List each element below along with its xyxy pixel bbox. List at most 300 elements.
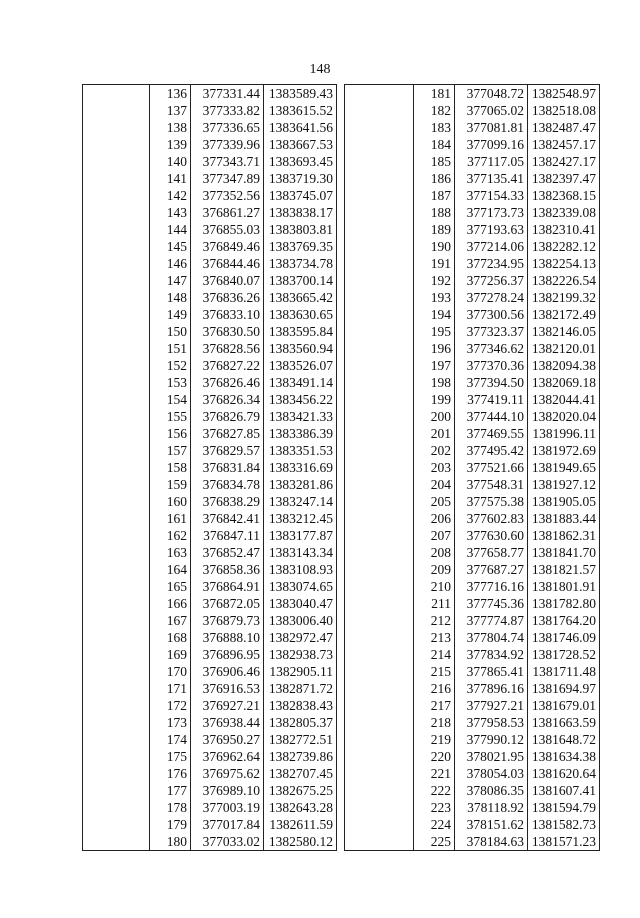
point-number: 145 [150, 238, 191, 255]
x-coordinate: 377017.84 [191, 816, 264, 833]
y-coordinate: 1381607.41 [528, 782, 600, 799]
x-coordinate: 376827.85 [191, 425, 264, 442]
point-number: 139 [150, 136, 191, 153]
x-coordinate: 376872.05 [191, 595, 264, 612]
table-row [83, 136, 337, 153]
point-number: 143 [150, 204, 191, 221]
table-row [345, 408, 600, 425]
x-coordinate: 377774.87 [455, 612, 528, 629]
table-row [83, 833, 337, 851]
x-coordinate: 376831.84 [191, 459, 264, 476]
point-number: 146 [150, 255, 191, 272]
blank-cell [345, 714, 414, 731]
x-coordinate: 377339.96 [191, 136, 264, 153]
table-row [345, 136, 600, 153]
table-row [345, 238, 600, 255]
x-coordinate: 376938.44 [191, 714, 264, 731]
y-coordinate: 1382368.15 [528, 187, 600, 204]
x-coordinate: 377033.02 [191, 833, 264, 851]
y-coordinate: 1382707.45 [264, 765, 337, 782]
blank-cell [345, 272, 414, 289]
x-coordinate: 377469.55 [455, 425, 528, 442]
point-number: 155 [150, 408, 191, 425]
table-row [345, 629, 600, 646]
point-number: 179 [150, 816, 191, 833]
y-coordinate: 1383838.17 [264, 204, 337, 221]
point-number: 196 [414, 340, 455, 357]
x-coordinate: 376896.95 [191, 646, 264, 663]
point-number: 140 [150, 153, 191, 170]
y-coordinate: 1381711.48 [528, 663, 600, 680]
table-row [345, 306, 600, 323]
point-number: 203 [414, 459, 455, 476]
table-row [345, 833, 600, 851]
table-row [345, 612, 600, 629]
point-number: 214 [414, 646, 455, 663]
point-number: 191 [414, 255, 455, 272]
table-row [345, 357, 600, 374]
x-coordinate: 376826.34 [191, 391, 264, 408]
blank-cell [345, 153, 414, 170]
point-number: 198 [414, 374, 455, 391]
blank-cell [345, 629, 414, 646]
table-row [345, 646, 600, 663]
y-coordinate: 1381905.05 [528, 493, 600, 510]
x-coordinate: 376840.07 [191, 272, 264, 289]
blank-cell [83, 136, 150, 153]
blank-cell [83, 782, 150, 799]
x-coordinate: 376849.46 [191, 238, 264, 255]
table-row [83, 782, 337, 799]
table-row [83, 578, 337, 595]
blank-cell [345, 442, 414, 459]
blank-cell [345, 306, 414, 323]
point-number: 144 [150, 221, 191, 238]
x-coordinate: 378086.35 [455, 782, 528, 799]
blank-cell [83, 459, 150, 476]
table-row [345, 799, 600, 816]
x-coordinate: 376847.11 [191, 527, 264, 544]
blank-cell [83, 646, 150, 663]
x-coordinate: 377834.92 [455, 646, 528, 663]
point-number: 178 [150, 799, 191, 816]
point-number: 172 [150, 697, 191, 714]
blank-cell [83, 357, 150, 374]
point-number: 157 [150, 442, 191, 459]
table-row [345, 476, 600, 493]
y-coordinate: 1383700.14 [264, 272, 337, 289]
x-coordinate: 376906.46 [191, 663, 264, 680]
table-row [83, 85, 337, 103]
x-coordinate: 377003.19 [191, 799, 264, 816]
x-coordinate: 377865.41 [455, 663, 528, 680]
table-row [345, 680, 600, 697]
table-row [345, 493, 600, 510]
y-coordinate: 1383247.14 [264, 493, 337, 510]
x-coordinate: 376989.10 [191, 782, 264, 799]
y-coordinate: 1382938.73 [264, 646, 337, 663]
point-number: 148 [150, 289, 191, 306]
table-row [83, 187, 337, 204]
table-row [83, 510, 337, 527]
x-coordinate: 377331.44 [191, 85, 264, 103]
blank-cell [345, 374, 414, 391]
point-number: 195 [414, 323, 455, 340]
y-coordinate: 1383665.42 [264, 289, 337, 306]
table-row [345, 544, 600, 561]
x-coordinate: 376844.46 [191, 255, 264, 272]
y-coordinate: 1382120.01 [528, 340, 600, 357]
table-row [345, 187, 600, 204]
blank-cell [345, 391, 414, 408]
blank-cell [345, 527, 414, 544]
x-coordinate: 377896.16 [455, 680, 528, 697]
blank-cell [83, 119, 150, 136]
point-number: 197 [414, 357, 455, 374]
x-coordinate: 377347.89 [191, 170, 264, 187]
y-coordinate: 1381782.80 [528, 595, 600, 612]
blank-cell [83, 544, 150, 561]
point-number: 167 [150, 612, 191, 629]
table-row [83, 340, 337, 357]
blank-cell [83, 408, 150, 425]
y-coordinate: 1383745.07 [264, 187, 337, 204]
point-number: 225 [414, 833, 455, 851]
table-row [83, 221, 337, 238]
point-number: 206 [414, 510, 455, 527]
y-coordinate: 1381648.72 [528, 731, 600, 748]
blank-cell [83, 578, 150, 595]
x-coordinate: 376827.22 [191, 357, 264, 374]
point-number: 176 [150, 765, 191, 782]
x-coordinate: 377444.10 [455, 408, 528, 425]
point-number: 222 [414, 782, 455, 799]
x-coordinate: 377630.60 [455, 527, 528, 544]
blank-cell [345, 680, 414, 697]
blank-cell [345, 136, 414, 153]
x-coordinate: 377716.16 [455, 578, 528, 595]
blank-cell [345, 204, 414, 221]
y-coordinate: 1381582.73 [528, 816, 600, 833]
table-row [345, 459, 600, 476]
table-row [83, 561, 337, 578]
table-row [83, 680, 337, 697]
blank-cell [83, 238, 150, 255]
table-row [345, 204, 600, 221]
point-number: 141 [150, 170, 191, 187]
y-coordinate: 1382457.17 [528, 136, 600, 153]
blank-cell [83, 442, 150, 459]
table-row [345, 221, 600, 238]
x-coordinate: 377370.36 [455, 357, 528, 374]
blank-cell [83, 187, 150, 204]
table-row [83, 459, 337, 476]
y-coordinate: 1381594.79 [528, 799, 600, 816]
x-coordinate: 376830.50 [191, 323, 264, 340]
table-row [83, 289, 337, 306]
y-coordinate: 1382282.12 [528, 238, 600, 255]
x-coordinate: 377521.66 [455, 459, 528, 476]
x-coordinate: 378118.92 [455, 799, 528, 816]
blank-cell [83, 527, 150, 544]
x-coordinate: 377234.95 [455, 255, 528, 272]
table-row [83, 272, 337, 289]
table-row [83, 816, 337, 833]
blank-cell [83, 561, 150, 578]
table-row [83, 357, 337, 374]
point-number: 204 [414, 476, 455, 493]
table-row [83, 408, 337, 425]
blank-cell [83, 595, 150, 612]
x-coordinate: 378151.62 [455, 816, 528, 833]
point-number: 213 [414, 629, 455, 646]
x-coordinate: 377173.73 [455, 204, 528, 221]
y-coordinate: 1381728.52 [528, 646, 600, 663]
blank-cell [83, 697, 150, 714]
table-row [345, 816, 600, 833]
point-number: 168 [150, 629, 191, 646]
table-row [345, 782, 600, 799]
table-row [345, 323, 600, 340]
blank-cell [345, 323, 414, 340]
blank-cell [83, 170, 150, 187]
blank-cell [83, 731, 150, 748]
blank-cell [345, 697, 414, 714]
point-number: 221 [414, 765, 455, 782]
y-coordinate: 1382199.32 [528, 289, 600, 306]
table-row [83, 102, 337, 119]
point-number: 173 [150, 714, 191, 731]
y-coordinate: 1382254.13 [528, 255, 600, 272]
y-coordinate: 1383351.53 [264, 442, 337, 459]
point-number: 159 [150, 476, 191, 493]
table-row [345, 102, 600, 119]
y-coordinate: 1382972.47 [264, 629, 337, 646]
y-coordinate: 1382518.08 [528, 102, 600, 119]
blank-cell [345, 85, 414, 103]
blank-cell [345, 561, 414, 578]
point-number: 182 [414, 102, 455, 119]
point-number: 147 [150, 272, 191, 289]
x-coordinate: 377352.56 [191, 187, 264, 204]
point-number: 211 [414, 595, 455, 612]
point-number: 166 [150, 595, 191, 612]
table-row [83, 374, 337, 391]
y-coordinate: 1383526.07 [264, 357, 337, 374]
y-coordinate: 1382172.49 [528, 306, 600, 323]
table-row [83, 442, 337, 459]
y-coordinate: 1381841.70 [528, 544, 600, 561]
blank-cell [83, 306, 150, 323]
coordinates-table-right [344, 84, 600, 851]
blank-cell [83, 204, 150, 221]
table-row [345, 697, 600, 714]
table-row [83, 663, 337, 680]
blank-cell [345, 595, 414, 612]
table-row [345, 748, 600, 765]
y-coordinate: 1383803.81 [264, 221, 337, 238]
blank-cell [345, 238, 414, 255]
table-row [83, 595, 337, 612]
blank-cell [345, 493, 414, 510]
table-row [83, 731, 337, 748]
blank-cell [83, 391, 150, 408]
point-number: 194 [414, 306, 455, 323]
point-number: 156 [150, 425, 191, 442]
x-coordinate: 377346.62 [455, 340, 528, 357]
table-row [83, 799, 337, 816]
y-coordinate: 1382772.51 [264, 731, 337, 748]
blank-cell [345, 816, 414, 833]
x-coordinate: 377419.11 [455, 391, 528, 408]
blank-cell [345, 408, 414, 425]
y-coordinate: 1382094.38 [528, 357, 600, 374]
table-row [345, 765, 600, 782]
table-row [345, 85, 600, 103]
y-coordinate: 1383006.40 [264, 612, 337, 629]
blank-cell [345, 357, 414, 374]
point-number: 142 [150, 187, 191, 204]
table-row [345, 425, 600, 442]
blank-cell [83, 85, 150, 103]
blank-cell [83, 493, 150, 510]
point-number: 190 [414, 238, 455, 255]
table-row [83, 476, 337, 493]
point-number: 160 [150, 493, 191, 510]
y-coordinate: 1383630.65 [264, 306, 337, 323]
y-coordinate: 1383615.52 [264, 102, 337, 119]
point-number: 162 [150, 527, 191, 544]
table-row [83, 765, 337, 782]
table-row [83, 425, 337, 442]
point-number: 193 [414, 289, 455, 306]
point-number: 212 [414, 612, 455, 629]
point-number: 164 [150, 561, 191, 578]
x-coordinate: 376833.10 [191, 306, 264, 323]
x-coordinate: 377990.12 [455, 731, 528, 748]
y-coordinate: 1382611.59 [264, 816, 337, 833]
y-coordinate: 1383212.45 [264, 510, 337, 527]
y-coordinate: 1383143.34 [264, 544, 337, 561]
point-number: 163 [150, 544, 191, 561]
table-row [83, 255, 337, 272]
y-coordinate: 1382739.86 [264, 748, 337, 765]
table-row [345, 272, 600, 289]
x-coordinate: 377048.72 [455, 85, 528, 103]
y-coordinate: 1382580.12 [264, 833, 337, 851]
table-row [345, 714, 600, 731]
y-coordinate: 1382643.28 [264, 799, 337, 816]
table-row [345, 170, 600, 187]
x-coordinate: 376828.56 [191, 340, 264, 357]
y-coordinate: 1382548.97 [528, 85, 600, 103]
table-row [345, 731, 600, 748]
point-number: 210 [414, 578, 455, 595]
table-row [83, 170, 337, 187]
blank-cell [345, 663, 414, 680]
table-row [345, 255, 600, 272]
table-row [83, 714, 337, 731]
table-row [83, 493, 337, 510]
blank-cell [345, 187, 414, 204]
y-coordinate: 1383560.94 [264, 340, 337, 357]
blank-cell [83, 765, 150, 782]
y-coordinate: 1381634.38 [528, 748, 600, 765]
point-number: 201 [414, 425, 455, 442]
table-row [83, 544, 337, 561]
blank-cell [83, 102, 150, 119]
point-number: 186 [414, 170, 455, 187]
y-coordinate: 1382339.08 [528, 204, 600, 221]
table-row [83, 612, 337, 629]
table-row [83, 119, 337, 136]
x-coordinate: 377135.41 [455, 170, 528, 187]
blank-cell [83, 629, 150, 646]
x-coordinate: 377214.06 [455, 238, 528, 255]
blank-cell [345, 221, 414, 238]
table-row [83, 204, 337, 221]
point-number: 161 [150, 510, 191, 527]
point-number: 177 [150, 782, 191, 799]
table-row [345, 391, 600, 408]
blank-cell [345, 170, 414, 187]
y-coordinate: 1383040.47 [264, 595, 337, 612]
y-coordinate: 1381927.12 [528, 476, 600, 493]
blank-cell [345, 102, 414, 119]
x-coordinate: 376861.27 [191, 204, 264, 221]
blank-cell [345, 833, 414, 851]
point-number: 153 [150, 374, 191, 391]
table-row [83, 629, 337, 646]
y-coordinate: 1382020.04 [528, 408, 600, 425]
y-coordinate: 1381663.59 [528, 714, 600, 731]
page-number: 148 [309, 62, 331, 77]
point-number: 223 [414, 799, 455, 816]
x-coordinate: 376855.03 [191, 221, 264, 238]
y-coordinate: 1383491.14 [264, 374, 337, 391]
x-coordinate: 377300.56 [455, 306, 528, 323]
blank-cell [83, 374, 150, 391]
x-coordinate: 377575.38 [455, 493, 528, 510]
x-coordinate: 376858.36 [191, 561, 264, 578]
x-coordinate: 377687.27 [455, 561, 528, 578]
table-row [345, 663, 600, 680]
x-coordinate: 377256.37 [455, 272, 528, 289]
x-coordinate: 377154.33 [455, 187, 528, 204]
x-coordinate: 376826.79 [191, 408, 264, 425]
y-coordinate: 1381949.65 [528, 459, 600, 476]
y-coordinate: 1381862.31 [528, 527, 600, 544]
x-coordinate: 377081.81 [455, 119, 528, 136]
y-coordinate: 1383316.69 [264, 459, 337, 476]
point-number: 192 [414, 272, 455, 289]
point-number: 200 [414, 408, 455, 425]
table-row [83, 646, 337, 663]
blank-cell [83, 612, 150, 629]
y-coordinate: 1382069.18 [528, 374, 600, 391]
y-coordinate: 1383281.86 [264, 476, 337, 493]
y-coordinate: 1383456.22 [264, 391, 337, 408]
point-number: 219 [414, 731, 455, 748]
y-coordinate: 1381972.69 [528, 442, 600, 459]
point-number: 215 [414, 663, 455, 680]
blank-cell [83, 816, 150, 833]
blank-cell [83, 799, 150, 816]
point-number: 150 [150, 323, 191, 340]
y-coordinate: 1381620.64 [528, 765, 600, 782]
x-coordinate: 376852.47 [191, 544, 264, 561]
point-number: 170 [150, 663, 191, 680]
